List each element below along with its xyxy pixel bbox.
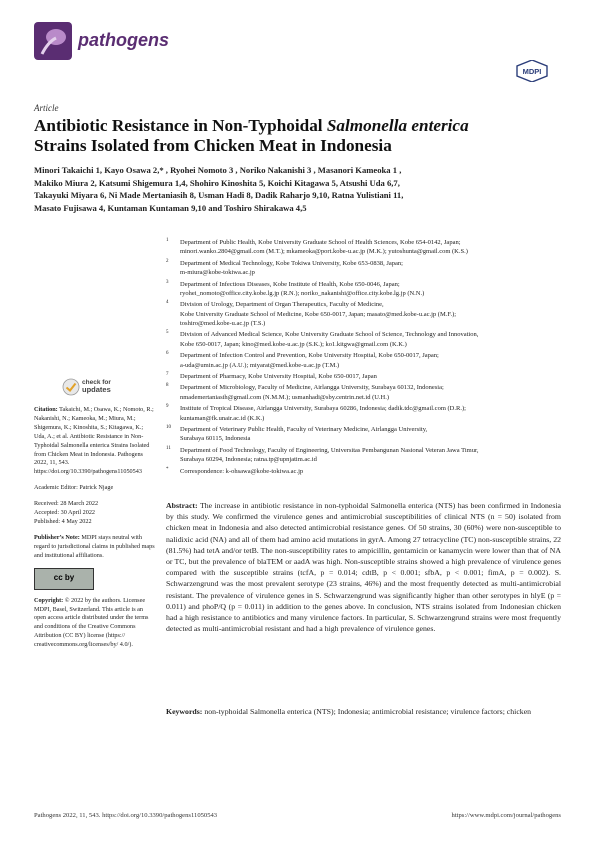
- copyright-text: © 2022 by the authors. Licensee MDPI, Basel, Switzerland. This article is an open access article distributed under the terms and conditions of the Creative Commons Attribution (CC BY) license (https:// creativecommons.org/licenses/by/ 4.0/).: [34, 596, 149, 649]
- affiliation-line: Division of Advanced Medical Science, Kobe University Graduate School of Science, Technology and Innovation,: [180, 331, 479, 339]
- affiliation-number: 7: [166, 371, 169, 377]
- affiliation-line: Correspondence: k-ohsawa@kobe-tokiwa.ac.jp: [180, 467, 304, 475]
- affiliation-number: *: [166, 466, 169, 472]
- affiliation-number: 8: [166, 383, 169, 389]
- received-date: Received: 28 March 2022: [34, 500, 99, 508]
- publisher-note-label: Publisher’s Note:: [34, 533, 80, 541]
- affiliation-line: Kobe 650-0017, Japan; kino@med.kobe-u.ac.jp (S.K.); ko1.kitgwa@gmail.com (K.K.): [180, 340, 407, 348]
- affiliation-item: [166, 280, 566, 299]
- affiliation-line: toshiro@med.kobe-u.ac.jp (T.S.): [180, 319, 266, 327]
- affiliation-line: minori.wanko.2804@gmail.com (M.T.); mkameoka@port.kobe-u.ac.jp (M.K.); yutoshunta@gmail.com (K.S.): [180, 248, 468, 256]
- mdpi-logo-icon: [516, 60, 548, 82]
- affiliation-line: Department of Public Health, Kobe University Graduate School of Health Sciences, Kobe 654-0142, Japan;: [180, 239, 461, 246]
- abstract-text: The increase in antibiotic resistance in non-typhoidal Salmonella enterica (NTS) has been confirmed in Indonesia by this study. We confirmed the virulence genes and antimicrobial susceptibilities of clinical NTS (n = 50) isolated from chicken meat in Indonesia and also detected antimicrobial resistance genes. Of 50 strains, 30 (60%) were non-susceptible to nalidixic acid (NA) and all of them had amino acid mutations in gyrA. Among 27 tetracycline (TC) non-susceptible strains, 22 (81.5%) had tetA and/or tetB. The non-susceptibility rates to ampicillin, gentamicin or kanamycin were lower than that of NA or TC, but the prevalence of blaTEM or aadA was high. Non-susceptible strains showed a high prevalence of virulence genes compared with the susceptible strains (tcfA, p = 0.014; cdtB, p < 0.001; sfbA, p < 0.001; fimA, p = 0.002). S. Schwarzengrund was the most prevalent serotype (23 strains, 46%) and the most frequently detected as multi-antimicrobial resistant. The prevalence of virulence genes in S. Schwarzengrund was significantly higher than other serotypes in hlyE (p = 0.011) and phoP/Q (p = 0.011) in addition to the genes above. In conclusion, NTS strains isolated from Indonesian chicken had a high resistance to antibiotics and many virulence factors. In particular, S. Schwarzengrund strains were most frequently detected as multi-antimicrobial resistant and had a high prevalence of virulence genes.: [166, 501, 561, 634]
- publisher-note-text: MDPI stays neutral with regard to jurisdictional claims in published maps and institutional affiliations.: [34, 533, 155, 559]
- affiliation-line: ryohei_nomoto@office.city.kobe.lg.jp (R.N.); noriko_nakanishi@office.city.kobe.lg.jp (N.N.): [180, 289, 425, 297]
- affiliation-item: [166, 404, 566, 423]
- affiliation-line: a-uda@umin.ac.jp (A.U.); miyarat@med.kobe-u.ac.jp (T.M.): [180, 361, 340, 369]
- affiliation-line: Surabaya 60115, Indonesia: [180, 435, 251, 443]
- affiliation-number: 9: [166, 404, 169, 410]
- affiliation-item: [166, 425, 566, 444]
- affiliation-number: 10: [166, 425, 171, 431]
- title-part2: Strains Isolated from Chicken Meat in Indonesia: [34, 136, 392, 155]
- check-for-updates-label[interactable]: [82, 379, 111, 394]
- affiliation-line: Kobe University Graduate School of Medicine, Kobe 650-0017, Japan; masato@med.kobe-u.ac.jp (M.F.);: [180, 310, 457, 318]
- affiliation-line: kuntaman@fk.unair.ac.id (K.K.): [180, 414, 265, 422]
- page-footer: [34, 812, 561, 819]
- affiliation-line: Department of Medical Technology, Kobe Tokiwa University, Kobe 653-0838, Japan;: [180, 259, 403, 267]
- author-list: [34, 164, 559, 214]
- title-part1: Antibiotic Resistance in Non-Typhoidal: [34, 116, 327, 135]
- affiliation-line: Department of Food Technology, Faculty of Engineering, Universitas Pembangunan Nasional Veteran Jawa Timur,: [180, 446, 479, 454]
- accepted-date: Accepted: 30 April 2022: [34, 509, 96, 517]
- check-for-updates-icon[interactable]: [62, 378, 80, 396]
- affiliation-number: 4: [166, 300, 169, 306]
- svg-text:MDPI: MDPI: [522, 67, 542, 76]
- affiliation-number: 5: [166, 330, 169, 336]
- author-line: Minori Takaichi 1, Kayo Osawa 2,* , Ryohei Nomoto 3 , Noriko Nakanishi 3 , Masanori Kameoka 1 ,: [34, 165, 402, 175]
- footer-journal-url[interactable]: https://www.mdpi.com/journal/pathogens: [451, 812, 561, 819]
- pathogens-logo-icon: [34, 22, 72, 60]
- affiliation-line: Institute of Tropical Disease, Airlangga University, Surabaya 60286, Indonesia; dadik.tdc@gmail.com (D.R.);: [180, 405, 466, 413]
- citation-label: Citation:: [34, 406, 58, 413]
- affiliation-line: Surabaya 60294, Indonesia; ratna.tp@upnjatim.ac.id: [180, 456, 317, 464]
- affiliation-line: Department of Infection Control and Prevention, Kobe University Hospital, Kobe 650-0017, Japan;: [180, 352, 439, 360]
- affiliation-item: [166, 238, 566, 257]
- sidebar: [34, 406, 156, 657]
- affiliation-number: 2: [166, 258, 169, 264]
- check-updates-line1: check for: [82, 379, 111, 386]
- affiliation-line: nmademertaniasih@gmail.com (N.M.M.); usmanhadi@sby.centrin.net.id (U.H.): [180, 393, 390, 401]
- publisher-note-block: [34, 534, 156, 561]
- affiliation-line: m-miura@kobe-tokiwa.ac.jp: [180, 269, 255, 277]
- affiliation-item: [166, 372, 566, 381]
- title-species: Salmonella enterica: [326, 116, 469, 135]
- keywords-label: Keywords:: [166, 707, 203, 716]
- affiliation-line: Department of Infectious Diseases, Kobe Institute of Health, Kobe 650-0046, Japan;: [180, 280, 400, 288]
- affiliation-item: [166, 259, 566, 278]
- paper-title: [34, 116, 554, 156]
- keywords: [166, 706, 561, 717]
- correspondence-item: [166, 467, 566, 476]
- journal-name: pathogens: [78, 30, 170, 50]
- affiliation-item: [166, 330, 566, 349]
- citation-text: Takaichi, M.; Osawa, K.; Nomoto, R.; Nakanishi, N.; Kameoka, M.; Miura, M.; Shigemura, K.; Kinoshita, S.; Kitagawa, K.; Uda, A.; et al. Antibiotic Resistance in Non-Typhoidal Salmonella enterica Strains Isolated from Chicken Meat in Indonesia. Pathogens 2022, 11, 543. https://doi.org/10.3390/pathogens11050543: [34, 406, 154, 476]
- editor-block: [34, 484, 156, 493]
- cc-by-icon: cc by: [53, 573, 75, 583]
- affiliation-line: Department of Pharmacy, Kobe University Hospital, Kobe 650-0017, Japan: [180, 372, 377, 380]
- author-line: Makiko Miura 2, Katsumi Shigemura 1,4, Shohiro Kinoshita 5, Koichi Kitagawa 5, Atsushi Uda 6,7,: [34, 177, 400, 188]
- abstract-label: Abstract:: [166, 501, 198, 510]
- academic-editor: Academic Editor: Patrick Njage: [34, 484, 114, 492]
- affiliation-line: Department of Microbiology, Faculty of Medicine, Airlangga University, Surabaya 60132, Indonesia;: [180, 384, 444, 392]
- affiliation-item: [166, 383, 566, 402]
- affiliation-number: 6: [166, 351, 169, 357]
- check-updates-line2: updates: [82, 385, 111, 394]
- citation-block: [34, 406, 156, 477]
- keywords-text: non-typhoidal Salmonella enterica (NTS); Indonesia; antimicrobial resistance; virulence factors; chicken: [204, 707, 532, 716]
- copyright-block: [34, 597, 156, 650]
- affiliation-number: 3: [166, 279, 169, 285]
- author-line: Takayuki Miyara 6, Ni Made Mertaniasih 8, Usman Hadi 8, Dadik Raharjo 9,10, Ratna Yulistiani 11,: [34, 190, 404, 200]
- abstract: [166, 500, 561, 634]
- cc-badge[interactable]: [34, 568, 94, 590]
- dates-block: [34, 500, 156, 527]
- affiliation-line: Department of Veterinary Public Health, Faculty of Veterinary Medicine, Airlangga University,: [180, 426, 428, 434]
- affiliation-number: 1: [166, 238, 169, 243]
- affiliation-number: 11: [166, 445, 171, 451]
- affiliation-item: [166, 446, 566, 465]
- footer-citation[interactable]: Pathogens 2022, 11, 543. https://doi.org/10.3390/pathogens11050543: [34, 812, 218, 819]
- author-line: Masato Fujisawa 4, Kuntaman Kuntaman 9,10 and Toshiro Shirakawa 4,5: [34, 202, 307, 213]
- affiliation-list: [166, 238, 566, 478]
- published-date: Published: 4 May 2022: [34, 517, 92, 525]
- affiliation-item: [166, 300, 566, 328]
- affiliation-item: [166, 351, 566, 370]
- article-type: Article: [34, 103, 59, 113]
- copyright-label: Copyright:: [34, 596, 64, 604]
- affiliation-line: Division of Urology, Department of Organ Therapeutics, Faculty of Medicine,: [180, 301, 384, 309]
